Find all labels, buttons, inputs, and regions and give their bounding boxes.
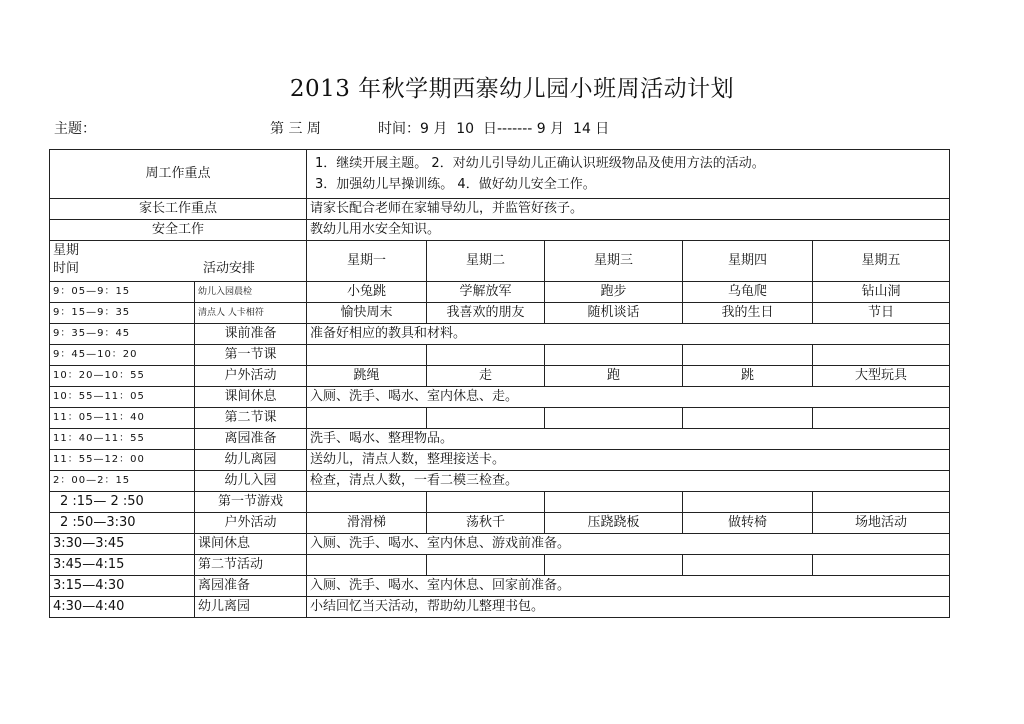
parent-focus-text: 请家长配合老师在家辅导幼儿，并监管好孩子。 [307,199,950,220]
day-activity-cell [427,345,545,366]
day-activity-cell: 跳 [683,366,813,387]
day-activity-cell [683,345,813,366]
day-activity-cell: 学解放军 [427,282,545,303]
time-cell: 9：05—9：15 [50,282,195,303]
schedule-row [50,429,950,450]
schedule-row [50,324,950,345]
weekly-focus-text [307,150,950,199]
day-activity-cell [545,345,683,366]
day-activity-cell: 随机谈话 [545,303,683,324]
weekly-focus-row [50,150,950,199]
schedule-note-cell: 小结回忆当天活动，帮助幼儿整理书包。 [307,597,950,618]
day-activity-cell [813,555,950,576]
weekly-focus-label: 周工作重点 [50,150,307,199]
activity-cell: 幼儿离园 [195,597,307,618]
schedule-row [50,366,950,387]
day-activity-cell [683,492,813,513]
day-activity-cell: 大型玩具 [813,366,950,387]
page-title: 2013 年秋学期西寨幼儿园小班周活动计划 [289,76,735,102]
date-range: 时间：9 月 10 日------- 9 月 14 日 [378,121,610,137]
day-activity-cell: 荡秋千 [427,513,545,534]
weekly-focus-line1: 1．继续开展主题。 2．对幼儿引导幼儿正确认识班级物品及使用方法的活动。 [315,156,765,171]
safety-label: 安全工作 [50,220,307,241]
day-activity-cell: 节日 [813,303,950,324]
day-activity-cell: 乌龟爬 [683,282,813,303]
day-activity-cell: 做转椅 [683,513,813,534]
time-cell: 2：00—2：15 [50,471,195,492]
day-activity-cell [307,555,427,576]
day-activity-cell [307,408,427,429]
time-cell: 11：40—11：55 [50,429,195,450]
time-cell: 9：15—9：35 [50,303,195,324]
day-activity-cell: 压跷跷板 [545,513,683,534]
activity-cell: 课间休息 [195,534,307,555]
schedule-row [50,282,950,303]
weekly-plan-table [49,149,950,618]
day-header: 星期二 [427,241,545,282]
day-activity-cell [427,555,545,576]
day-header: 星期三 [545,241,683,282]
time-cell: 4:30—4:40 [50,597,195,618]
schedule-row [50,345,950,366]
day-activity-cell: 跳绳 [307,366,427,387]
day-header: 星期一 [307,241,427,282]
schedule-row [50,576,950,597]
schedule-row [50,450,950,471]
day-header: 星期五 [813,241,950,282]
activity-cell: 清点人 人卡相符 [195,303,307,324]
day-activity-cell [427,408,545,429]
week-label: 第 三 周 [270,121,321,137]
day-activity-cell [545,408,683,429]
schedule-row [50,513,950,534]
day-activity-cell: 小兔跳 [307,282,427,303]
time-cell: 3:45—4:15 [50,555,195,576]
day-activity-cell [813,345,950,366]
day-activity-cell [683,555,813,576]
schedule-note-cell: 入厕、洗手、喝水、室内休息、游戏前准备。 [307,534,950,555]
day-activity-cell: 我的生日 [683,303,813,324]
activity-header: 活动安排 [203,261,256,276]
activity-cell: 离园准备 [195,429,307,450]
schedule-row [50,555,950,576]
parent-focus-row [50,199,950,220]
header-row [50,241,950,282]
time-cell: 11：05—11：40 [50,408,195,429]
schedule-row [50,387,950,408]
day-header: 星期四 [683,241,813,282]
activity-cell: 幼儿离园 [195,450,307,471]
activity-cell: 户外活动 [195,366,307,387]
time-cell: 11：55—12：00 [50,450,195,471]
schedule-note-cell: 检查，清点人数，一看二模三检查。 [307,471,950,492]
time-header: 时间 [53,261,80,276]
time-cell: 2 :50—3:30 [50,513,195,534]
schedule-note-cell: 洗手、喝水、整理物品。 [307,429,950,450]
time-cell: 10：55—11：05 [50,387,195,408]
schedule-row [50,492,950,513]
day-activity-cell: 钻山洞 [813,282,950,303]
schedule-note-cell: 送幼儿，清点人数，整理接送卡。 [307,450,950,471]
activity-cell: 第二节活动 [195,555,307,576]
schedule-row [50,597,950,618]
schedule-note-cell: 准备好相应的教具和材料。 [307,324,950,345]
activity-cell: 幼儿入园 [195,471,307,492]
day-activity-cell: 愉快周末 [307,303,427,324]
day-activity-cell: 走 [427,366,545,387]
weekday-header: 星期 [53,243,80,258]
safety-row [50,220,950,241]
day-activity-cell [813,492,950,513]
weekly-focus-line2: 3．加强幼儿早操训练。 4．做好幼儿安全工作。 [315,177,596,192]
activity-cell: 第一节课 [195,345,307,366]
schedule-row [50,534,950,555]
header-corner-cell [50,241,307,282]
time-cell: 2 :15— 2 :50 [50,492,195,513]
time-cell: 3:15—4:30 [50,576,195,597]
activity-cell: 幼儿入园晨检 [195,282,307,303]
time-cell: 10：20—10：55 [50,366,195,387]
time-cell: 9：35—9：45 [50,324,195,345]
activity-cell: 第二节课 [195,408,307,429]
theme-label: 主题： [54,121,96,137]
day-activity-cell [545,492,683,513]
day-activity-cell [307,492,427,513]
time-cell: 9：45—10：20 [50,345,195,366]
schedule-row [50,303,950,324]
activity-cell: 第一节游戏 [195,492,307,513]
activity-cell: 离园准备 [195,576,307,597]
activity-cell: 户外活动 [195,513,307,534]
schedule-row [50,408,950,429]
day-activity-cell [427,492,545,513]
day-activity-cell [683,408,813,429]
day-activity-cell: 滑滑梯 [307,513,427,534]
schedule-note-cell: 入厕、洗手、喝水、室内休息、回家前准备。 [307,576,950,597]
schedule-row [50,471,950,492]
day-activity-cell: 跑步 [545,282,683,303]
day-activity-cell: 我喜欢的朋友 [427,303,545,324]
activity-cell: 课间休息 [195,387,307,408]
day-activity-cell: 场地活动 [813,513,950,534]
safety-text: 教幼儿用水安全知识。 [307,220,950,241]
day-activity-cell: 跑 [545,366,683,387]
activity-cell: 课前准备 [195,324,307,345]
schedule-note-cell: 入厕、洗手、喝水、室内休息、走。 [307,387,950,408]
day-activity-cell [545,555,683,576]
day-activity-cell [307,345,427,366]
day-activity-cell [813,408,950,429]
time-cell: 3:30—3:45 [50,534,195,555]
parent-focus-label: 家长工作重点 [50,199,307,220]
